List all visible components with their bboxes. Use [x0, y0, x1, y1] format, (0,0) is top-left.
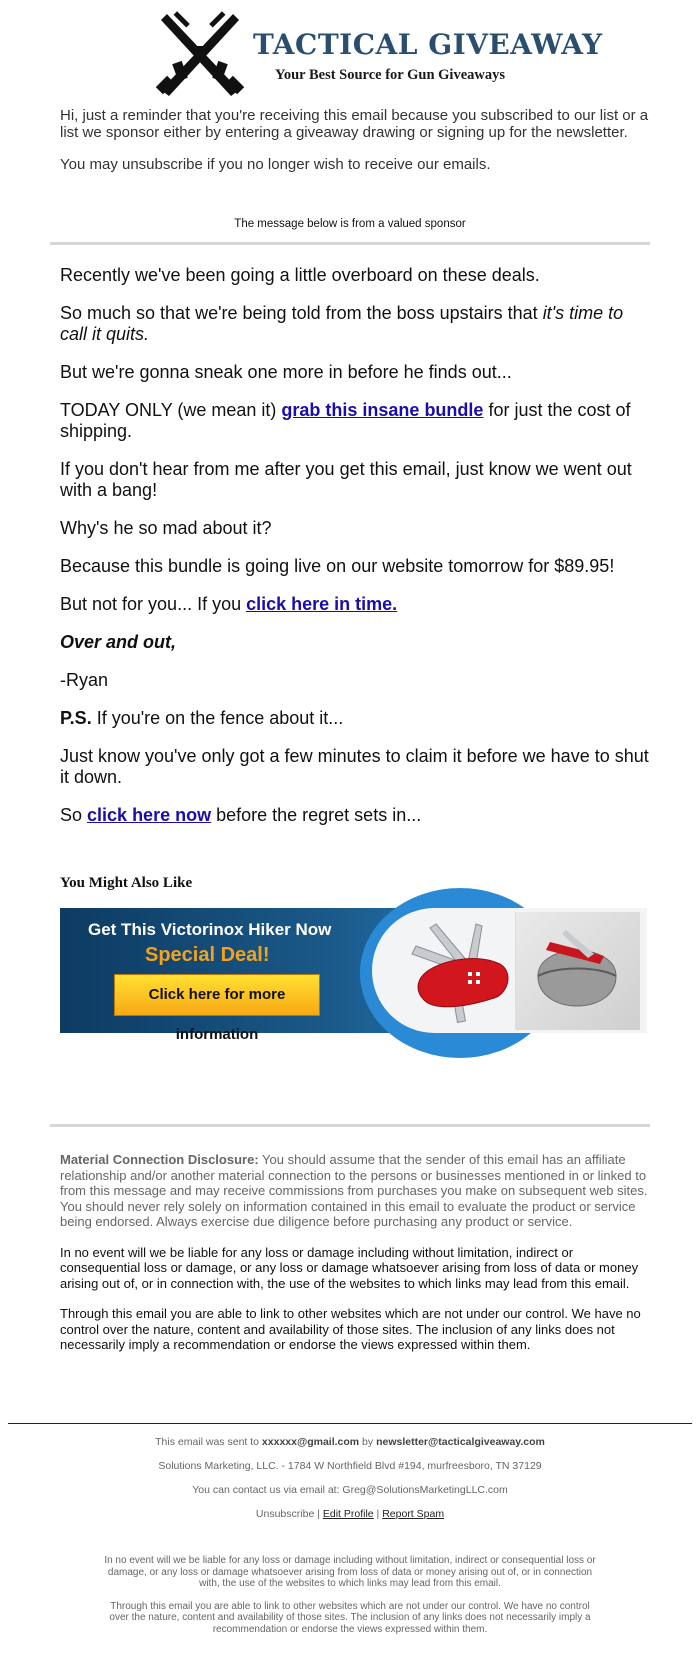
crossed-rifles-icon: [155, 10, 245, 98]
text: before the regret sets in...: [211, 805, 422, 825]
fine-liability: In no event will we be liable for any loss or damage including without limitation, indirect or consequential loss or damage, or any loss or damage whatsoever arising from loss of data or money arising out of, or in connection with, the use of the websites to which links may lead from this email.: [104, 1555, 596, 1589]
fine-control: Through this email you are able to link to other websites which are not under our control. We have no control over the nature, content and availability of those sites. The inclusion of any links does not necessarily imply a recommendation or endorse the views expressed within them.: [109, 1600, 591, 1635]
sign-off-text: Over and out,: [60, 632, 177, 652]
sponsor-note: The message below is from a valued sponsor: [234, 218, 466, 230]
grab-bundle-link[interactable]: grab this insane bundle: [281, 400, 484, 420]
disclosure-text: You should assume that the sender of this email has an affiliate relationship and/or another material connection to the persons or businesses mentioned in or linked to from this message and may receive commissions from purchases you make on subsequent web sites. You should never rely solely on information contained in this email to evaluate the product or service being endorsed. Always exercise due diligence before purchasing any product or service.: [60, 1152, 648, 1229]
unsubscribe-link[interactable]: Unsubscribe: [255, 1508, 315, 1520]
divider: [50, 242, 650, 245]
click-here-now-link[interactable]: click here now: [87, 805, 212, 825]
more-info-button[interactable]: Click here for more information: [114, 974, 320, 1016]
intro-section: [60, 108, 650, 190]
paragraph: If you don't hear from me after you get this email, just know we went out with a bang!: [60, 459, 632, 500]
paragraph: [60, 400, 650, 442]
paragraph: Just know you've only got a few minutes to claim it before we have to shut it down.: [60, 746, 649, 787]
banner-deal: Special Deal!: [145, 944, 270, 966]
sender-email: newsletter@tacticalgiveaway.com: [376, 1436, 545, 1448]
logo[interactable]: [155, 10, 603, 100]
text: This email was sent to: [155, 1436, 262, 1448]
click-here-in-time-link[interactable]: click here in time.: [246, 594, 398, 614]
also-like-heading: You Might Also Like: [60, 875, 193, 891]
separator: |: [314, 1508, 323, 1520]
swiss-knife-icon: [396, 916, 526, 1026]
logo-subtitle: Your Best Source for Gun Giveaways: [275, 67, 505, 83]
logo-title: TACTICAL GIVEAWAY: [253, 28, 603, 61]
unsubscribe-note: You may unsubscribe if you no longer wish to receive our emails.: [60, 156, 491, 173]
gift-box-icon: [516, 912, 641, 1030]
text: If you're on the fence about it...: [91, 708, 344, 728]
paragraph: Recently we've been going a little overboard on these deals.: [60, 265, 540, 285]
liability-text: In no event will we be liable for any loss or damage including without limitation, indirect or consequential loss or damage, or any loss or damage whatsoever arising from loss of data or money arising out of, or in connection with, the use of the websites to which links may lead from this email.: [60, 1244, 639, 1291]
paragraph: [60, 594, 650, 615]
separator: |: [373, 1508, 383, 1520]
text: So: [60, 805, 88, 825]
sent-to-line: [100, 1436, 600, 1449]
fine-print: [100, 1555, 600, 1635]
paragraph: [60, 708, 650, 729]
message-body: [60, 265, 650, 843]
banner-headline: Get This Victorinox Hiker Now: [88, 920, 332, 939]
text: So much so that we're being told from the boss upstairs that: [60, 303, 543, 323]
paragraph: [60, 805, 650, 826]
text: But not for you... If you: [60, 594, 247, 614]
divider: [50, 1124, 650, 1127]
footer: [100, 1436, 600, 1646]
footer-divider: [8, 1423, 692, 1424]
material-disclosure: [60, 1152, 650, 1230]
ps-label: P.S.: [60, 708, 92, 728]
recipient-email: xxxxxx@gmail.com: [261, 1436, 360, 1448]
disclosure-label: Material Connection Disclosure:: [60, 1152, 259, 1167]
product-box-image: [515, 912, 640, 1030]
disclosure-section: [60, 1152, 650, 1368]
text: TODAY ONLY (we mean it): [60, 400, 282, 420]
edit-profile-link[interactable]: Edit Profile: [322, 1508, 374, 1520]
company-address: Solutions Marketing, LLC. - 1784 W Northfield Blvd #194, murfreesboro, TN 37129: [158, 1460, 542, 1472]
emphasis-text: it's time to call it quits: [60, 303, 624, 344]
victorinox-banner[interactable]: [60, 908, 640, 1043]
paragraph: But we're gonna sneak one more in before he finds out...: [60, 362, 512, 382]
text: for just the cost of shipping.: [60, 400, 631, 441]
reminder-text: Hi, just a reminder that you're receiving this email because you subscribed to our list or a list we sponsor either by entering a giveaway drawing or signing up for the newsletter.: [60, 107, 649, 141]
footer-links: [100, 1508, 600, 1521]
contact-line: You can contact us via email at: Greg@SolutionsMarketingLLC.com: [192, 1484, 508, 1496]
report-spam-link[interactable]: Report Spam: [382, 1508, 445, 1520]
paragraph: [60, 303, 650, 345]
signature: -Ryan: [60, 670, 109, 690]
paragraph: Because this bundle is going live on our website tomorrow for $89.95!: [60, 556, 615, 576]
text: by: [359, 1436, 377, 1448]
paragraph: Why's he so mad about it?: [60, 518, 272, 538]
text: .: [144, 324, 150, 344]
sign-off: [60, 632, 650, 653]
control-text: Through this email you are able to link to other websites which are not under our control. We have no control over the nature, content and availability of those sites. The inclusion of any links does not necessarily imply a recommendation or endorse the views expressed within them.: [60, 1306, 641, 1352]
